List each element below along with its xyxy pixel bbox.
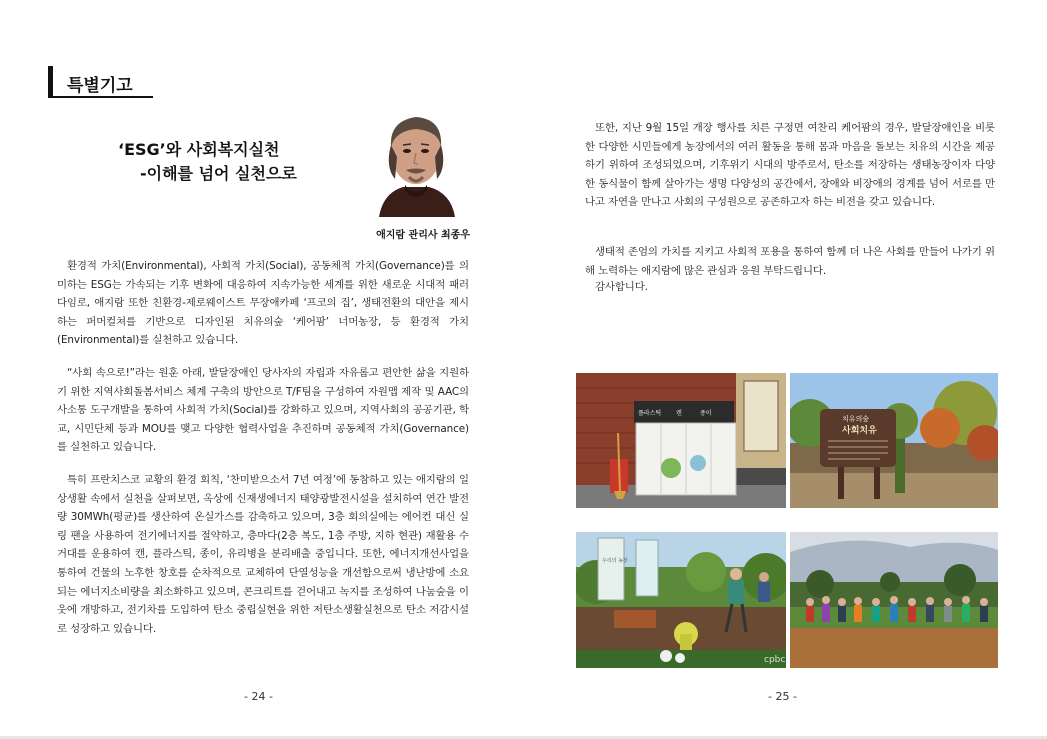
gardening-activity-photo bbox=[576, 532, 786, 668]
healing-forest-sign-photo bbox=[790, 373, 998, 508]
recycling-label: 플라스틱 bbox=[638, 410, 662, 417]
body-paragraph: “사회 속으로!”라는 원훈 아래, 발달장애인 당사자의 자립과 자유롭고 편안한 삶을 지원하기 위한 지역사회돌봄서비스 체계 구축의 방안으로 T/F팀을 구성하여 자원맵 제작 및 AAC의사소통 도구개발을 통하여 사회적 가치(Social)를 강화하고 있으며, 지역사회의 공공기관, 학교, 시민단체 등과 MOU를 맺고 다양한 협력사업을 추진하며 공동체적 가치(Governance)를 실천하고 있습니다. bbox=[57, 367, 469, 454]
article-title bbox=[118, 138, 368, 186]
body-paragraph: 환경적 가치(Environmental), 사회적 가치(Social), 공동체적 가치(Governance)를 의미하는 ESG는 가속되는 기후 변화에 대응하여 지속가능한 세계를 위한 새로운 시대적 패러다임로, 애지람 또한 친환경-제로웨이스트 무장애카페 ‘프코의 집’, 생태전환의 대안을 제시하는 퍼머컬쳐를 기반으로 디자인된 치유의숲 ‘케어팜’ 너머농장, 등 환경적 가치(Environmental)를 실천하고 있습니다. bbox=[57, 260, 469, 347]
author-name: 애지람 관리사 최종우 bbox=[376, 230, 470, 241]
body-paragraph: 특히 프란치스코 교황의 환경 회칙, ‘찬미받으소서 7년 여정’에 동참하고 있는 애지람의 일상생활 속에서 실천을 살펴보면, 옥상에 신재생에너지 태양광발전시설을 설치하여 연간 발전량 30MWh(평균)를 생산하여 온실가스를 감축하고 있으며, 3층 회의실에는 에어컨 대신 실링 팬을 사용하여 전기에너지를 절약하고, 층마다(2층 복도, 1층 주방, 지하 현관) 재활용 수거대를 운용하여 캔, 플라스틱, 종이, 유리병을 분리배출 중입니다. 또한, 에너지개선사업을 통하여 건물의 노후한 창호를 순차적으로 교체하여 단열성능을 개선함으로써 냉난방에 소요되는 에너지소비량을 최소화하고 있으며, 콘크리트를 걷어내고 녹지를 조성하여 나눔숲을 이웃에 개방하고, 전기차를 도입하여 탄소 중립실현을 위한 저탄소생활실천으로 탄소 저감시설로 성장하고 있습니다. bbox=[57, 474, 469, 635]
article-title-line1: ‘ESG’와 사회복지실천 bbox=[118, 140, 280, 159]
page-number-left: - 24 - bbox=[244, 690, 273, 703]
body-paragraph: 또한, 지난 9월 15일 개장 행사를 치른 구정면 여찬리 케어팜의 경우, 발달장애인을 비롯한 다양한 시민들에게 농장에서의 여러 활동을 통해 몸과 마음을 돌보는 치유의 시간을 제공하기 위하여 조성되었으며, 기후위기 시대의 방주로서, 탄소를 저장하는 생태농장이자 다양한 동식물이 함께 살아가는 생명 다양성의 공간에서, 장애와 비장애의 경계를 넘어 서로를 만나고 자연을 만나고 사회의 구성원으로 공존하고자 하는 비전을 갖고 있습니다. bbox=[585, 122, 995, 209]
group-photo bbox=[790, 532, 998, 668]
recycling-label: 종이 bbox=[700, 410, 712, 417]
page-number-right: - 25 - bbox=[768, 690, 797, 703]
section-title: 특별기고 bbox=[67, 76, 133, 96]
article-title-line2: -이해를 넘어 실천으로 bbox=[140, 164, 297, 183]
left-page bbox=[0, 0, 523, 739]
closing-line: 감사합니다. bbox=[595, 281, 648, 293]
recycling-label: 캔 bbox=[676, 410, 682, 417]
garden-banner: 우리의 농장 bbox=[602, 558, 628, 564]
section-title-box bbox=[48, 66, 153, 98]
sign-subtitle: 사회치유 bbox=[842, 426, 877, 436]
sign-title: 치유의숲 bbox=[842, 415, 870, 423]
body-paragraph: 생태적 존엄의 가치를 지키고 사회적 포용을 통하여 함께 더 나은 사회를 만들어 나가기 위해 노력하는 애지람에 많은 관심과 응원 부탁드립니다. bbox=[585, 246, 995, 277]
recycling-station-photo bbox=[576, 373, 786, 508]
author-portrait bbox=[373, 107, 459, 217]
watermark: cpbc bbox=[764, 655, 786, 665]
